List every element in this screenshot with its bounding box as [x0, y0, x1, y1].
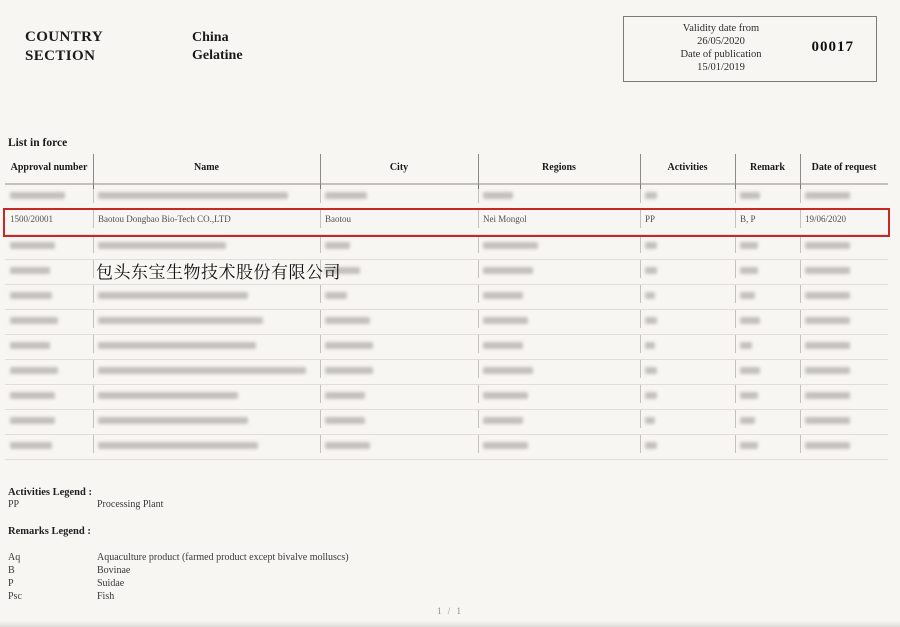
table-cell: B, P [735, 210, 800, 234]
table-cell [5, 410, 93, 434]
table-cell [735, 435, 800, 459]
redacted-text-smudge [98, 367, 306, 374]
table-cell [320, 185, 478, 209]
table-cell [640, 310, 735, 334]
redacted-text-smudge [483, 442, 528, 449]
legend-item [8, 564, 349, 577]
table-cell [5, 285, 93, 309]
redacted-text-smudge [10, 417, 55, 424]
country-product-subtitle [192, 29, 243, 65]
table-cell [320, 360, 478, 384]
legend-label: Processing Plant [97, 499, 164, 510]
validity-date: 26/05/2020 [697, 36, 745, 47]
redacted-text-smudge [645, 242, 657, 249]
table-cell [93, 435, 320, 459]
section-name: Gelatine [192, 48, 243, 63]
redacted-text-smudge [98, 317, 263, 324]
redacted-text-smudge [740, 367, 760, 374]
activities-legend [8, 487, 163, 511]
chinese-company-name-annotation: 包头东宝生物技术股份有限公司 [96, 263, 341, 283]
redacted-text-smudge [805, 442, 850, 449]
legend-code: B [8, 565, 15, 576]
table-row-redacted [5, 235, 888, 260]
table-cell [5, 260, 93, 284]
table-cell [5, 335, 93, 359]
redacted-text-smudge [740, 242, 758, 249]
table-row-redacted [5, 435, 888, 460]
table-cell [478, 335, 640, 359]
redacted-text-smudge [483, 417, 523, 424]
redacted-text-smudge [805, 392, 850, 399]
table-cell [800, 335, 888, 359]
table-cell [478, 410, 640, 434]
redacted-text-smudge [483, 192, 513, 199]
redacted-text-smudge [645, 417, 655, 424]
redacted-text-smudge [325, 367, 373, 374]
table-row-redacted [5, 285, 888, 310]
table-cell [478, 235, 640, 259]
legend-label: Suidae [97, 578, 125, 589]
redacted-text-smudge [98, 392, 238, 399]
redacted-text-smudge [740, 442, 758, 449]
redacted-text-smudge [325, 342, 373, 349]
legend-item [8, 577, 349, 590]
table-cell [640, 185, 735, 209]
table-row-redacted [5, 310, 888, 335]
table-cell [320, 385, 478, 409]
redacted-text-smudge [740, 417, 755, 424]
table-cell [478, 385, 640, 409]
table-cell [93, 235, 320, 259]
legend-code: Psc [8, 591, 22, 602]
validity-label: Validity date from [682, 23, 760, 34]
legend-label: Fish [97, 591, 115, 602]
table-cell [735, 335, 800, 359]
redacted-text-smudge [98, 242, 226, 249]
table-cell: Baotou Dongbao Bio-Tech CO.,LTD [93, 210, 320, 234]
redacted-text-smudge [10, 367, 58, 374]
table-cell [800, 310, 888, 334]
redacted-text-smudge [10, 317, 58, 324]
table-cell: 19/06/2020 [800, 210, 888, 234]
table-cell [640, 360, 735, 384]
table-cell [800, 185, 888, 209]
redacted-text-smudge [740, 342, 752, 349]
legend-code: Aq [8, 552, 21, 563]
remarks-legend [8, 526, 349, 603]
country-section-title [25, 28, 103, 66]
redacted-text-smudge [325, 392, 365, 399]
redacted-text-smudge [645, 292, 655, 299]
table-cell [5, 385, 93, 409]
redacted-text-smudge [645, 442, 657, 449]
redacted-text-smudge [98, 342, 256, 349]
table-cell [478, 360, 640, 384]
legend-item [8, 498, 163, 511]
redacted-text-smudge [10, 292, 52, 299]
scan-shadow [0, 621, 900, 627]
establishments-table [5, 152, 888, 460]
table-cell [800, 235, 888, 259]
table-cell [735, 410, 800, 434]
table-cell [320, 410, 478, 434]
publication-label: Date of publication [680, 49, 762, 60]
col-header-city: City [320, 152, 478, 183]
redacted-text-smudge [805, 292, 850, 299]
table-cell [640, 335, 735, 359]
col-header-regions: Regions [478, 152, 640, 183]
table-cell [735, 260, 800, 284]
list-in-force-heading: List in force [8, 137, 68, 149]
table-row-redacted [5, 385, 888, 410]
table-row-highlighted [5, 210, 888, 235]
redacted-text-smudge [325, 192, 367, 199]
redacted-text-smudge [10, 342, 50, 349]
redacted-text-smudge [10, 242, 55, 249]
redacted-text-smudge [740, 192, 760, 199]
table-cell [93, 385, 320, 409]
redacted-text-smudge [483, 317, 528, 324]
redacted-text-smudge [483, 267, 533, 274]
legend-item [8, 590, 349, 603]
table-cell [320, 260, 478, 284]
table-cell [320, 435, 478, 459]
table-cell [93, 410, 320, 434]
redacted-text-smudge [740, 292, 755, 299]
table-cell: Baotou [320, 210, 478, 234]
redacted-text-smudge [325, 242, 350, 249]
col-header-remark: Remark [735, 152, 800, 183]
table-cell [320, 235, 478, 259]
redacted-text-smudge [98, 292, 248, 299]
redacted-text-smudge [483, 392, 528, 399]
col-header-activities: Activities [640, 152, 735, 183]
table-cell [800, 435, 888, 459]
table-cell [320, 335, 478, 359]
redacted-text-smudge [483, 367, 533, 374]
redacted-text-smudge [325, 292, 347, 299]
table-cell [735, 360, 800, 384]
redacted-text-smudge [645, 192, 657, 199]
redacted-text-smudge [805, 342, 850, 349]
title-line2: SECTION [25, 48, 96, 64]
legend-label: Bovinae [97, 565, 131, 576]
table-cell [320, 310, 478, 334]
table-cell [640, 235, 735, 259]
table-cell [800, 260, 888, 284]
redacted-text-smudge [805, 242, 850, 249]
table-cell [5, 360, 93, 384]
redacted-text-smudge [483, 242, 538, 249]
table-cell [478, 435, 640, 459]
table-cell [735, 385, 800, 409]
redacted-text-smudge [10, 392, 55, 399]
table-cell [93, 360, 320, 384]
country-name: China [192, 30, 229, 45]
validity-dates [636, 22, 806, 74]
list-number: 00017 [811, 39, 854, 55]
table-cell [5, 435, 93, 459]
redacted-text-smudge [10, 267, 50, 274]
redacted-text-smudge [325, 442, 370, 449]
table-cell [800, 385, 888, 409]
table-cell [320, 285, 478, 309]
table-cell [735, 185, 800, 209]
publication-date: 15/01/2019 [697, 62, 745, 73]
remarks-legend-heading: Remarks Legend : [8, 526, 91, 537]
table-cell: Nei Mongol [478, 210, 640, 234]
col-header-date-of-request: Date of request [800, 152, 888, 183]
redacted-text-smudge [98, 417, 248, 424]
redacted-text-smudge [805, 267, 850, 274]
redacted-text-smudge [10, 442, 52, 449]
redacted-text-smudge [98, 192, 288, 199]
page-indicator: 1 / 1 [436, 606, 463, 616]
table-cell [640, 285, 735, 309]
activities-legend-heading: Activities Legend : [8, 487, 92, 498]
redacted-text-smudge [740, 267, 758, 274]
title-line1: COUNTRY [25, 29, 104, 45]
table-cell [93, 335, 320, 359]
table-cell [478, 285, 640, 309]
table-cell [5, 310, 93, 334]
table-cell [800, 410, 888, 434]
table-cell [93, 310, 320, 334]
col-header-name: Name [93, 152, 320, 183]
redacted-text-smudge [645, 367, 657, 374]
table-cell [93, 285, 320, 309]
table-cell [5, 235, 93, 259]
table-row-redacted [5, 185, 888, 210]
table-cell [478, 185, 640, 209]
table-cell [640, 410, 735, 434]
redacted-text-smudge [805, 417, 850, 424]
legend-code: PP [8, 499, 20, 510]
redacted-text-smudge [740, 392, 758, 399]
table-cell [640, 435, 735, 459]
redacted-text-smudge [10, 192, 65, 199]
table-row-redacted [5, 360, 888, 385]
legend-code: P [8, 578, 14, 589]
table-cell [735, 310, 800, 334]
redacted-text-smudge [805, 317, 850, 324]
redacted-text-smudge [483, 292, 523, 299]
redacted-text-smudge [325, 317, 370, 324]
table-cell [640, 385, 735, 409]
table-row-redacted [5, 335, 888, 360]
redacted-text-smudge [98, 442, 258, 449]
table-cell [735, 285, 800, 309]
col-header-approval-number: Approval number [10, 162, 88, 173]
redacted-text-smudge [325, 417, 365, 424]
redacted-text-smudge [645, 392, 657, 399]
table-cell [800, 360, 888, 384]
redacted-text-smudge [483, 342, 523, 349]
legend-label: Aquaculture product (farmed product except bivalve molluscs) [97, 552, 349, 563]
redacted-text-smudge [645, 342, 655, 349]
table-row-redacted [5, 410, 888, 435]
table-cell [735, 235, 800, 259]
table-cell [93, 185, 320, 209]
table-cell [800, 285, 888, 309]
table-body [5, 185, 888, 460]
table-header-row [5, 152, 888, 185]
redacted-text-smudge [645, 267, 657, 274]
table-cell [5, 185, 93, 209]
table-cell: PP [640, 210, 735, 234]
table-cell [478, 260, 640, 284]
legend-item [8, 551, 349, 564]
redacted-text-smudge [740, 317, 760, 324]
redacted-text-smudge [805, 367, 850, 374]
table-cell: 1500/20001 [10, 214, 54, 224]
redacted-text-smudge [645, 317, 657, 324]
table-cell [478, 310, 640, 334]
redacted-text-smudge [805, 192, 850, 199]
table-cell [640, 260, 735, 284]
validity-info-box [623, 16, 877, 82]
